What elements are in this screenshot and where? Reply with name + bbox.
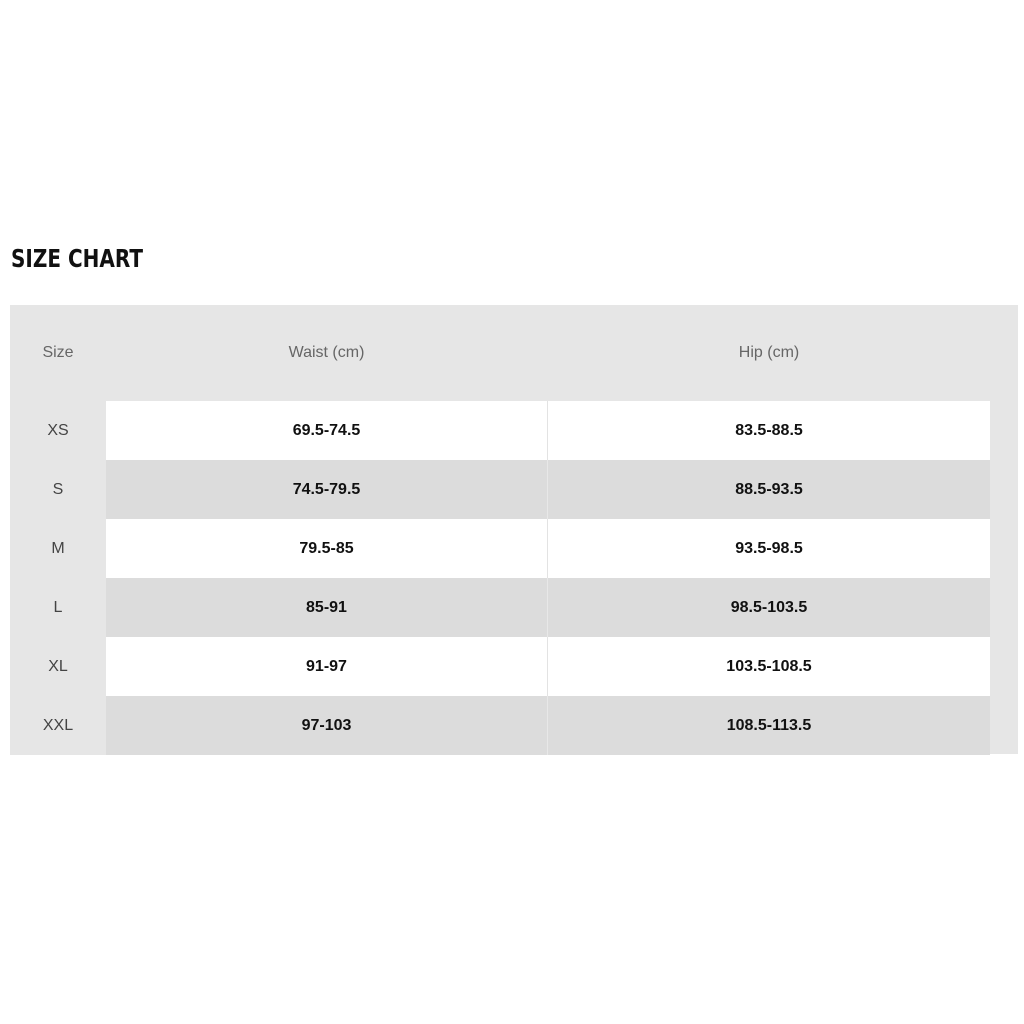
size-cell: XS — [10, 401, 106, 460]
size-cell: L — [10, 578, 106, 637]
size-cell: M — [10, 519, 106, 578]
header-size: Size — [42, 344, 74, 361]
waist-cell: 74.5-79.5 — [106, 460, 547, 519]
hip-cell: 98.5-103.5 — [548, 578, 990, 637]
size-cell: S — [10, 460, 106, 519]
size-chart-table — [10, 305, 1018, 754]
hip-cell: 88.5-93.5 — [548, 460, 990, 519]
size-cell: XXL — [10, 696, 106, 755]
table-row — [10, 460, 1018, 519]
table-body — [10, 401, 1018, 755]
waist-cell: 97-103 — [106, 696, 547, 755]
hip-cell: 103.5-108.5 — [548, 637, 990, 696]
table-row — [10, 401, 1018, 460]
table-header — [10, 305, 1018, 401]
table-row — [10, 519, 1018, 578]
page-title: SIZE CHART — [11, 244, 144, 273]
table-row — [10, 637, 1018, 696]
hip-cell: 93.5-98.5 — [548, 519, 990, 578]
waist-cell: 85-91 — [106, 578, 547, 637]
size-cell: XL — [10, 637, 106, 696]
hip-cell: 83.5-88.5 — [548, 401, 990, 460]
waist-cell: 69.5-74.5 — [106, 401, 547, 460]
hip-cell: 108.5-113.5 — [548, 696, 990, 755]
table-row — [10, 578, 1018, 637]
header-waist: Waist (cm) — [288, 344, 365, 361]
waist-cell: 91-97 — [106, 637, 547, 696]
table-row — [10, 696, 1018, 755]
header-hip: Hip (cm) — [738, 344, 800, 361]
waist-cell: 79.5-85 — [106, 519, 547, 578]
